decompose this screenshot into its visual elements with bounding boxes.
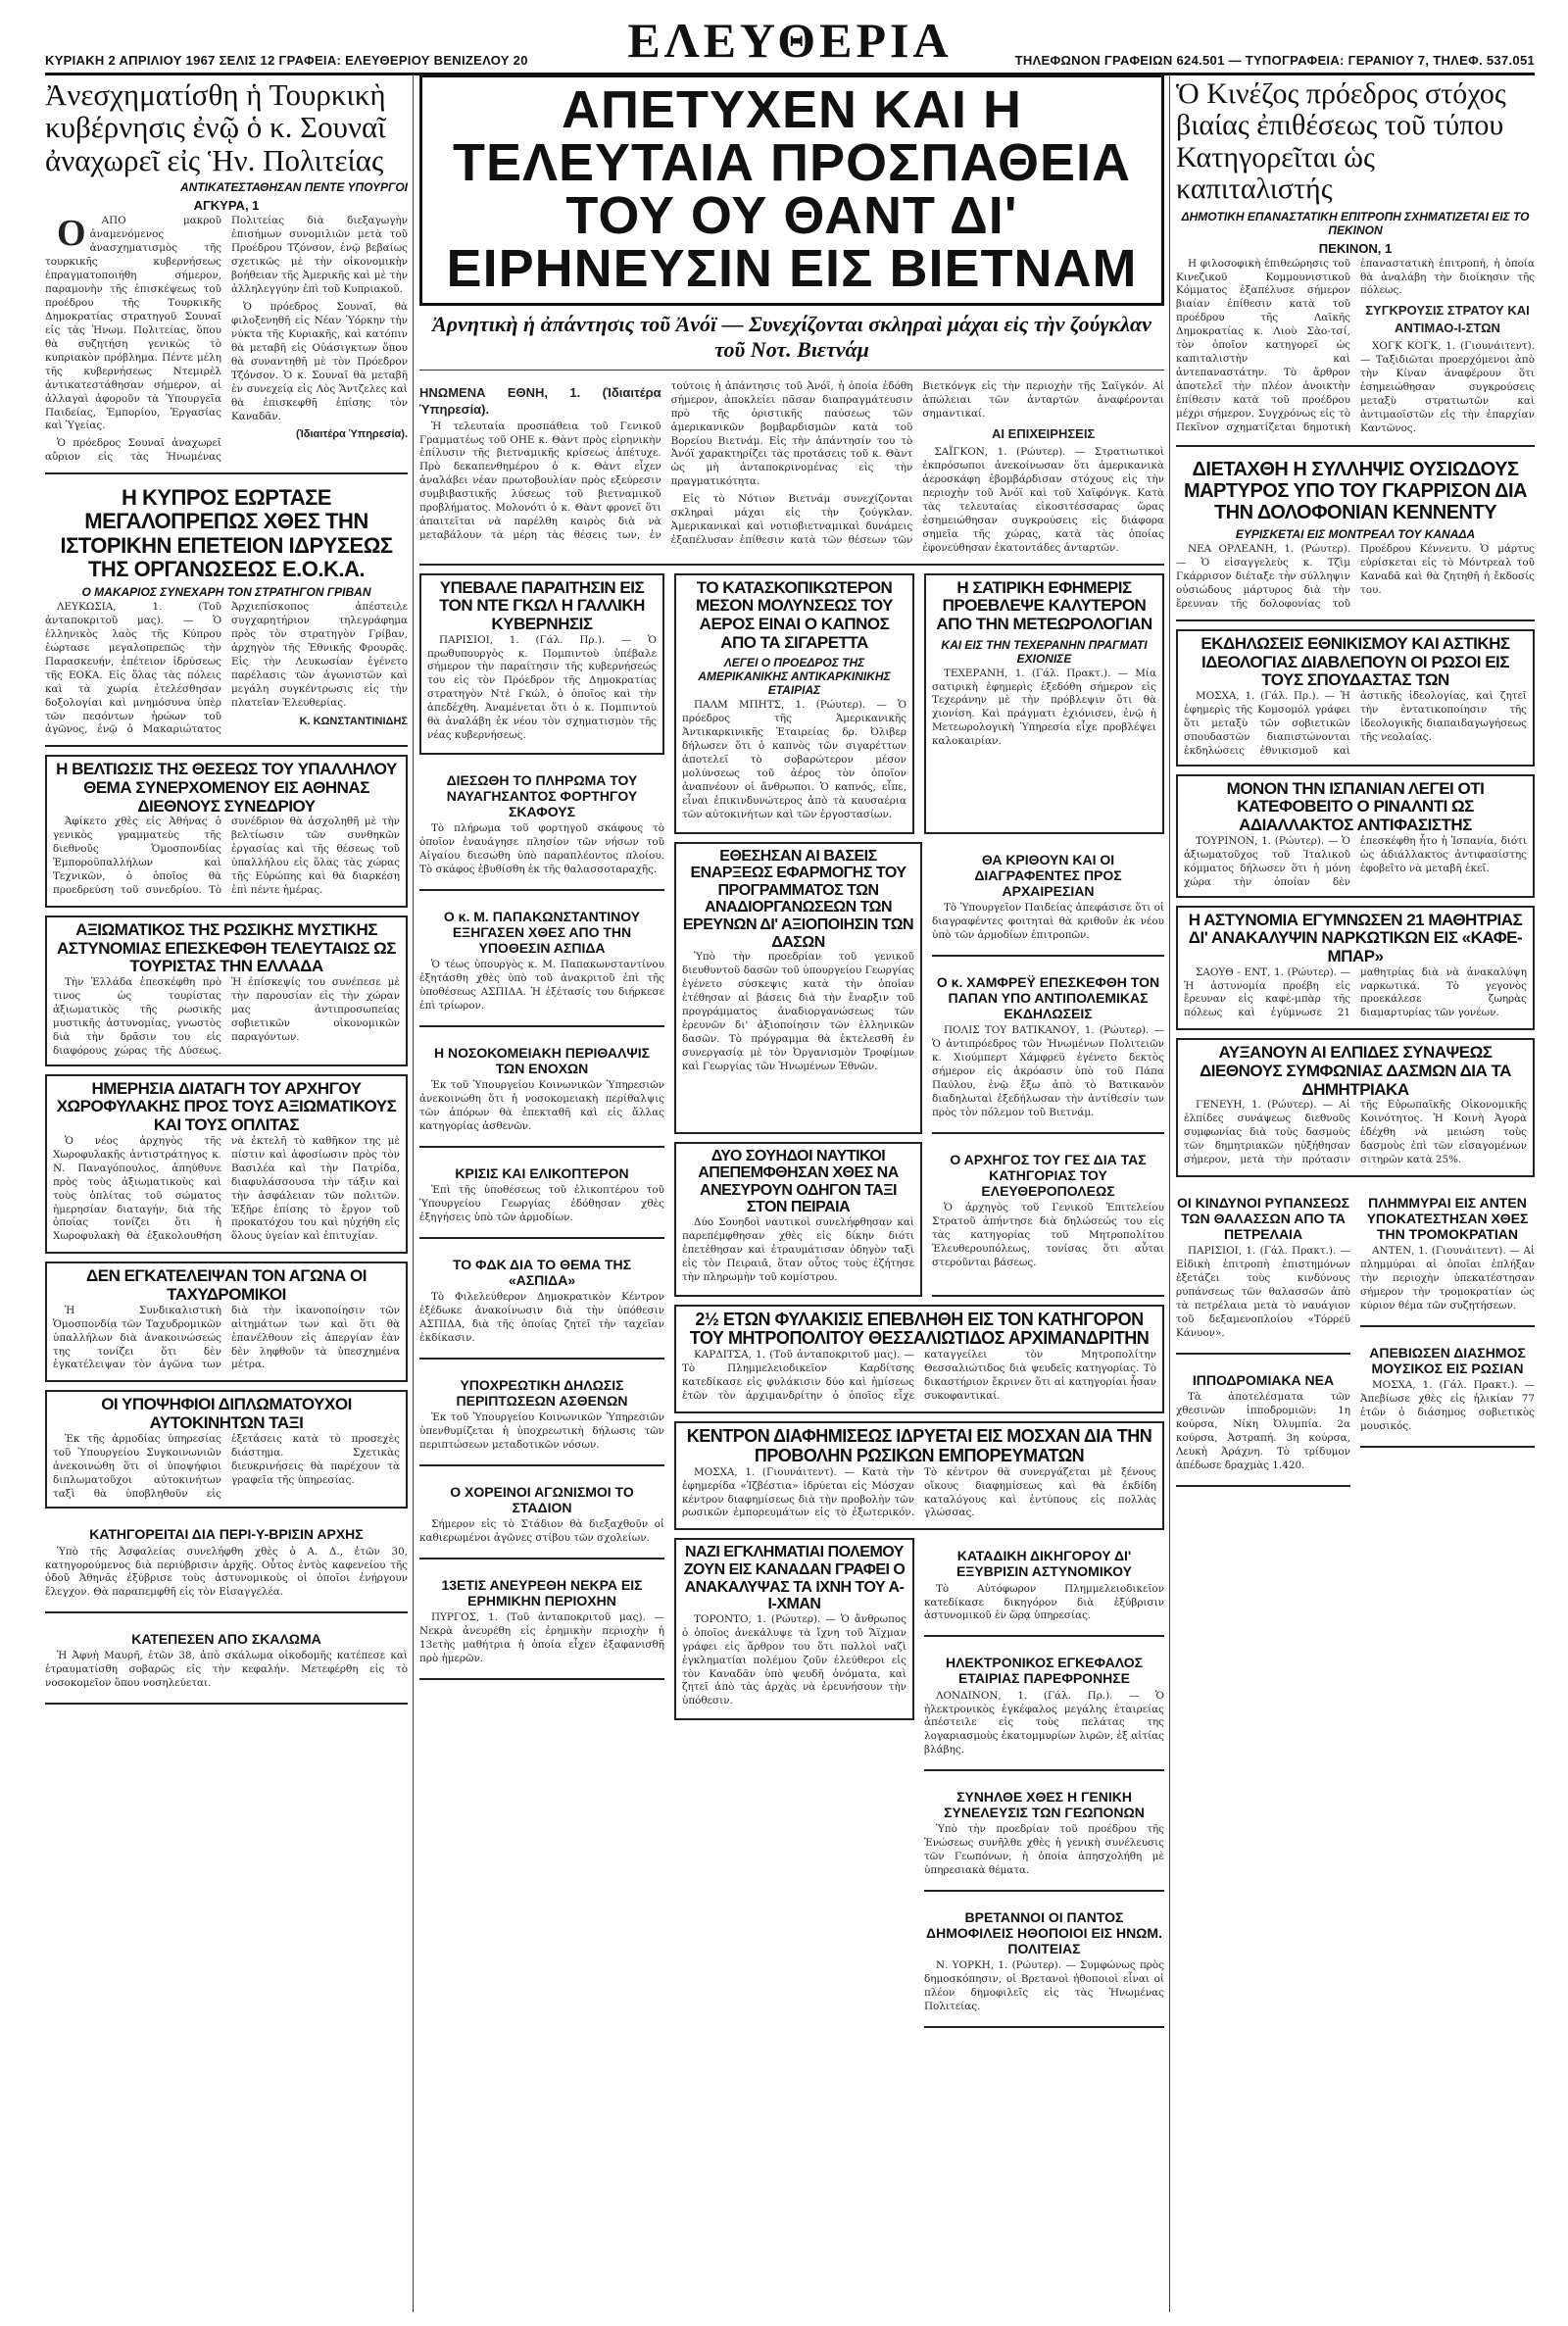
article-body xyxy=(419,822,664,877)
center-pair-4 xyxy=(674,1538,1164,2036)
paragraph: Ὑπὸ τὴν προεδρίαν τοῦ γενικοῦ διευθυντοῦ δασῶν τοῦ ὑπουργείου Γεωργίας ἐγένετο σύσκεψις κατὰ τὴν ὁποίαν ἐτέθησαν αἱ βάσεις διὰ τὴν ἔναρξιν τοῦ προγράμματος ἀναδιοργανώσεως τῶν ἐρευνῶν δι' ἀξιοποίησιν τῶν ἑλληνικῶν δασῶν. Τὸ πρόγραμμα θὰ ἐκτελεσθῆ ἐν συνεργασίᾳ μὲ τὸν Ὀργανισμὸν Τροφίμων καὶ Γεωργίας τῶν Ἡνωμένων Ἐθνῶν. xyxy=(682,951,914,1072)
headline: ΔΙΕΤΑΧΘΗ Η ΣΥΛΛΗΨΙΣ ΟΥΣΙΩΔΟΥΣ ΜΑΡΤΥΡΟΣ ΥΠΟ ΤΟΥ ΓΚΑΡΡΙΣΟΝ ΔΙΑ ΤΗΝ ΔΟΛΟΦΟΝΙΑΝ ΚΕΝΝΕΝΤΥ xyxy=(1183,459,1528,524)
right-column-bottom xyxy=(1176,1185,1535,1495)
right-bottom-left xyxy=(1176,1185,1350,1495)
article-body xyxy=(932,1202,1164,1270)
kicker: ΕΥΡΙΣΚΕΤΑΙ ΕΙΣ ΜΟΝΤΡΕΑΛ ΤΟΥ ΚΑΝΑΔΑ xyxy=(1235,527,1476,542)
article-helicopter xyxy=(419,1156,664,1239)
article-body xyxy=(682,1466,1156,1523)
article-computer xyxy=(924,1645,1164,1771)
paragraph: ΠΥΡΓΟΣ, 1. (Τοῦ ἀνταποκριτοῦ μας). — Νεκρὰ ἀνευρέθη εἰς ἐρημικὴν περιοχὴν ἡ 13ετὴς μαθήτρια ἡ ὁποία εἶχεν ἐξαφανισθῆ πρὸ ἡμερῶν. xyxy=(419,1611,664,1664)
paragraph: ΤΟΥΡΙΝΟΝ, 1. (Ρώυτερ). — Ὁ ἀξιωματοῦχος τοῦ Ἰταλικοῦ κόμματος δήλωσεν ὅτι ἡ μόνη χώρα τὴν ὁποίαν δὲν ἐπεσκέφθη ἦτο ἡ Ἱσπανία, διότι ὡς ἀδιάλλακτος ἀντιφασίστης ἐφοβεῖτο νὰ μεταβῆ ἐκεῖ. xyxy=(1184,834,1527,888)
article-body xyxy=(682,1216,914,1285)
article-army-chief xyxy=(932,1142,1164,1297)
article-body xyxy=(1176,1245,1350,1341)
paragraph: Η φιλοσοφικὴ ἐπιθεώρησις τοῦ Κινεζικοῦ Κομμουνιστικοῦ Κόμματος ἐξαπέλυσε σήμερον βιαίαν ἐπίθεσιν κατὰ τοῦ προέδρου τῆς Λαϊκῆς Δημοκρατίας κ. Λιοὺ Σὰο-τσί, τὸν ὁποῖον κατηγορεῖ ὡς καπιταλιστὴν καὶ ἀντεπαναστάτην. Τὸ ἄρθρον ἀποτελεῖ τὴν πλέον ἀνοικτὴν ἐπίθεσιν κατὰ τοῦ προέδρου μέχρι σήμερον. Συγχρόνως εἰς τὸ Πεκῖνον σχηματίζεται δημοτικὴ ἐπαναστατικὴ ἐπιτροπή, ἡ ὁποία θὰ ἀναλάβη τὴν διοίκησιν τῆς πόλεως. xyxy=(1176,257,1535,433)
article-french-government xyxy=(419,573,664,756)
article-body xyxy=(419,1411,664,1453)
paragraph: Τὸ Αὐτόφωρον Πλημμελειοδικεῖον κατεδίκασε δικηγόρον διὰ ἐξύβρισιν ἀστυνομικοῦ ἐν ὥρᾳ ὑπηρεσίας. xyxy=(924,1582,1164,1622)
headline: ΔΙΕΣΩΘΗ ΤΟ ΠΛΗΡΩΜΑ ΤΟΥ ΝΑΥΑΓΗΣΑΝΤΟΣ ΦΟΡΤΗΓΟΥ ΣΚΑΦΟΥΣ xyxy=(446,772,638,820)
article-body xyxy=(924,1583,1164,1624)
article-body xyxy=(924,1959,1164,2014)
article-hospital-care xyxy=(419,1035,664,1148)
article-turkey-government xyxy=(45,74,408,474)
headline: ΠΛΗΜΜΥΡΑΙ ΕΙΣ ΑΝΤΕΝ ΥΠΟΚΑΤΕΣΤΗΣΑΝ ΧΘΕΣ ΤΗΝ ΤΡΟΜΟΚΡΑΤΙΑΝ xyxy=(1366,1195,1529,1243)
paragraph: ΑΠΟ μακροῦ ἀναμενόμενος ἀνασχηματισμὸς τῆς τουρκικῆς κυβερνήσεως ἐπραγματοποιήθη σήμερον, παραμονὴν τῆς ἐπισκέψεως τοῦ προέδρου τῆς Τουρκικῆς Δημοκρατίας στρατηγοῦ Σουναῖ εἰς τὰς Ἡνωμ. Πολιτείας, ὅπου θὰ συζητήση γενικῶς τὸ κυπριακὸν πρόβλημα. Πέντε μέλη τῆς κυβερνήσεως Ντεμιρὲλ ἀντικατεστάθησαν σήμερον, αἱ ἀλλαγαὶ ἀφοροῦν τὰ Ὑπουργεῖα Παιδείας, Ἐμπορίου, Ἐργασίας καὶ Ὑγείας. xyxy=(45,215,221,432)
dateline: ΠΕΚΙΝΟΝ, 1 xyxy=(1318,240,1393,256)
article-body xyxy=(932,1024,1164,1120)
paragraph: ΠΑΡΙΣΙΟΙ, 1. (Γάλ. Πρακτ.). — Εἰδικὴ ἐπιτροπὴ ἐπιστημόνων ἐξετάζει τοὺς κινδύνους ρυπάνσεως τῶν θαλασσῶν ἀπὸ τὰ πετρέλαια μετὰ τὸ ναυάγιον τοῦ δεξαμενοπλοίου «Τόρρεϋ Κάνυον». xyxy=(1176,1245,1350,1339)
center-subcolumn-right xyxy=(674,573,1164,2037)
left-column xyxy=(45,74,408,2312)
article-fdk-aspida xyxy=(419,1247,664,1360)
article-papakonstantinou xyxy=(419,899,664,1027)
article-body xyxy=(419,1611,664,1666)
right-column xyxy=(1176,74,1535,2312)
headline: Η ΒΕΛΤΙΩΣΙΣ ΤΗΣ ΘΕΣΕΩΣ ΤΟΥ ΥΠΑΛΛΗΛΟΥ ΘΕΜΑ ΣΥΝΕΡΧΟΜΕΝΟΥ ΕΙΣ ΑΘΗΝΑΣ ΔΙΕΘΝΟΥΣ ΣΥΝΕΔΡΙΟΥ xyxy=(56,760,397,816)
article-body xyxy=(1184,835,1527,890)
article-body xyxy=(1360,1379,1535,1434)
headline: ΔΥΟ ΣΟΥΗΔΟΙ ΝΑΥΤΙΚΟΙ ΑΠΕΠΕΜΦΘΗΣΑΝ ΧΘΕΣ ΝΑ ΑΝΕΣΥΡΟΥΝ ΟΔΗΓΟΝ ΤΑΞΙ ΣΤΟΝ ΠΕΙΡΑΙΑ xyxy=(698,1147,899,1216)
paragraph: ΣΑΟΥΘ - ΕΝΤ, 1. (Ρώυτερ). — Ἡ ἀστυνομία προέβη εἰς ἔρευναν εἰς καφὲ-μπὰρ τῆς πόλεως καὶ ἐγύμνωσε 21 μαθητρίας διὰ νὰ ἀνακαλύψη ναρκωτικά. Τὸ γεγονὸς προεκάλεσε ζωηρὰς διαμαρτυρίας τῶν γονέων. xyxy=(1184,965,1527,1019)
center-pair-4-left xyxy=(674,1538,914,2036)
headline: ΝΑΖΙ ΕΓΚΛΗΜΑΤΙΑΙ ΠΟΛΕΜΟΥ ΖΟΥΝ ΕΙΣ ΚΑΝΑΔΑΝ ΓΡΑΦΕΙ Ο ΑΝΑΚΑΛΥΨΑΣ ΤΑ ΙΧΝΗ ΤΟΥ Α-Ι-ΧΜΑΝ xyxy=(683,1544,906,1613)
headline: ΑΞΙΩΜΑΤΙΚΟΣ ΤΗΣ ΡΩΣΙΚΗΣ ΜΥΣΤΙΚΗΣ ΑΣΤΥΝΟΜΙΑΣ ΕΠΕΣΚΕΦΘΗ ΤΕΛΕΥΤΑΙΩΣ ΩΣ ΤΟΥΡΙΣΤΑΣ ΤΗΝ ΕΛΛΑΔΑ xyxy=(57,920,396,976)
paragraph: Τὸ Ὑπουργεῖον Παιδείας ἀπεφάσισε ὅτι οἱ διαγραφέντες φοιτηταὶ θὰ κριθοῦν ἐκ νέου ὑπὸ τῶν ἁρμοδίων ἐπιτροπῶν. xyxy=(932,901,1164,941)
headline: ΤΟ ΦΔΚ ΔΙΑ ΤΟ ΘΕΜΑ ΤΗΣ «ΑΣΠΙΔΑ» xyxy=(452,1256,632,1289)
article-body xyxy=(1176,258,1535,438)
kicker: ΚΑΙ ΕΙΣ ΤΗΝ ΤΕΧΕΡΑΝΗΝ ΠΡΑΓΜΑΤΙ ΕΧΙΟΝΙΣΕ xyxy=(941,637,1148,666)
paragraph: ΓΕΝΕΥΗ, 1. (Ρώυτερ). — Αἱ ἐλπίδες συνάψεως διεθνοῦς συμφωνίας διὰ τοὺς δασμοὺς τῶν δημητριακῶν ηὐξήθησαν σήμερον, μετὰ τὴν πρότασιν τῆς Εὐρωπαϊκῆς Οἰκονομικῆς Κοινότητος. Ἡ Κοινὴ Ἀγορὰ ἐδέχθη νὰ μειώση τοὺς δασμοὺς ἐπὶ τῶν εἰσαγομένων σιτηρῶν κατὰ 25%. xyxy=(1184,1099,1527,1166)
headline: Ο κ. ΧΑΜΦΡΕΫ ΕΠΕΣΚΕΦΘΗ ΤΟΝ ΠΑΠΑΝ ΥΠΟ ΑΝΤΙΠΟΛΕΜΙΚΑΣ ΕΚΔΗΛΩΣΕΙΣ xyxy=(936,973,1160,1021)
kicker: ΔΗΜΟΤΙΚΗ ΕΠΑΝΑΣΤΑΤΙΚΗ ΕΠΙΤΡΟΠΗ ΣΧΗΜΑΤΙΖΕΤΑΙ ΕΙΣ ΤΟ ΠΕΚΙΝΟΝ xyxy=(1181,209,1530,237)
paragraph: ΠΑΛΜ ΜΠΗΤΣ, 1. (Ρώυτερ). — Ὁ πρόεδρος τῆς Ἀμερικανικῆς Ἀντικαρκινικῆς Ἑταιρείας δρ. Ὀλιβερ δήλωσεν ὅτι ὁ καπνὸς τῶν σιγαρέττων ἀποτελεῖ τὸ σοβαρώτερον μέσον μολύνσεως τοῦ ἀέρος τὸν ὁποῖον ἀναπνέουν οἱ ἄνθρωποι. Ὁ καπνός, εἶπε, εἶναι ἐπικινδυνώτερος ἀπὸ τὰ καυσαέρια τῶν αὐτοκινήτων καὶ τῶν ἐργοστασίων. xyxy=(682,699,906,820)
paragraph: Τὸ πλήρωμα τοῦ φορτηγοῦ σκάφους τὸ ὁποῖον ἐναυάγησε πλησίον τῶν νήσων τοῦ Αἰγαίου διεσώθη ὑπὸ παραπλέοντος πλοίου. Τὸ σκάφος ἐβυθίσθη ἐκ τῆς θαλασσοταραχῆς. xyxy=(419,822,664,876)
article-chinese-president xyxy=(1176,74,1535,447)
masthead-date-line: ΚΥΡΙΑΚΗ 2 ΑΠΡΙΛΙΟΥ 1967 ΣΕΛΙΣ 12 ΓΡΑΦΕΙΑ: ΕΛΕΥΘΕΡΙΟΥ ΒΕΝΙΖΕΛΟΥ 20 xyxy=(45,53,528,68)
paragraph: ΑΝΤΕΝ, 1. (Γιουνάιτεντ). — Αἱ πλημμύραι αἱ ὁποῖαι ἐπλήξαν τὴν περιοχὴν ὑπεκατέστησαν σήμερον τὴν τρομοκρατίαν ὡς κύριον θέμα τῶν συζητήσεων. xyxy=(1360,1245,1535,1312)
paragraph: Σήμερον εἰς τὸ Στάδιον θὰ διεξαχθοῦν οἱ καθιερωμένοι ἀγῶνες στίβου τῶν σχολείων. xyxy=(419,1518,664,1545)
subheading: ΑΙ ΕΠΙΧΕΙΡΗΣΕΙΣ xyxy=(992,425,1096,441)
article-body xyxy=(53,976,400,1059)
article-body xyxy=(682,1613,906,1709)
article-cigarette-smoke xyxy=(674,573,914,834)
article-nazi-canada xyxy=(674,1538,914,1720)
article-archimandrite xyxy=(674,1305,1164,1413)
article-body xyxy=(682,699,906,821)
paragraph: ΣΑΪΓΚΟΝ, 1. (Ρώυτερ). — Στρατιωτικοὶ ἐκπρόσωποι ἀνεκοίνωσαν ὅτι ἀμερικανικὰ ἀεροσκάφη ἐβομβάρδισαν στόχους εἰς τὴν περιοχὴν τοῦ Ἀνόϊ καὶ τοῦ Χαϊφόνγκ. Κατὰ τὰς τελευταίας εἰκοσιτέσσαρας ὥρας ἐσημειώθησαν συγκρούσεις εἰς διάφορα σημεῖα τῆς χώρας, κατὰ τὰς ὁποίας ἐφονεύθησαν ἑκατοντάδες ἀνταρτῶν. xyxy=(922,446,1164,554)
paragraph: ΜΟΣΧΑ, 1. (Γάλ. Πρ.). — Ἡ ἐφημερὶς τῆς Κομσομόλ γράφει ὅτι μεταξὺ τῶν σοβιετικῶν σπουδαστῶν διαπιστώνονται ἐκδηλώσεις ἐθνικισμοῦ καὶ ἀστικῆς ἰδεολογίας, καὶ ζητεῖ τὴν ἐντατικοποίησιν τῆς ἰδεολογικῆς διαπαιδαγωγήσεως τῆς νεολαίας. xyxy=(1184,690,1527,757)
headline: Ἀνεσχηματίσθη ἡ Τουρκικὴ κυβέρνησις ἐνῷ ὁ κ. Σουναῖ ἀναχωρεῖ εἰς Ἡν. Πολιτείας xyxy=(45,77,386,177)
article-body xyxy=(682,951,914,1073)
paragraph: Ὑπὸ τῆς Ἀσφαλείας συνελήφθη χθὲς ὁ Α. Δ., ἐτῶν 30, κατηγορούμενος διὰ περιύβρισιν ἀρχῆς. Οὗτος ἐντὸς καφενείου τῆς ὁδοῦ Ἀθηνᾶς ἐξύβρισε τοὺς ἀστυνομικοὺς οἱ ὁποῖοι ἐνήργουν ἔλεγχον. Θὰ παραπεμφθῆ εἰς τὸν Εἰσαγγελέα. xyxy=(45,1545,408,1599)
headline: Ο ΑΡΧΗΓΟΣ ΤΟΥ ΓΕΣ ΔΙΑ ΤΑΣ ΚΑΤΗΓΟΡΙΑΣ ΤΟΥ ΕΛΕΥΘΕΡΟΠΟΛΕΩΣ xyxy=(950,1151,1147,1199)
headline: ΥΠΕΒΑΛΕ ΠΑΡΑΙΤΗΣΙΝ ΕΙΣ ΤΟΝ ΝΤΕ ΓΚΩΛ Η ΓΑΛΛΙΚΗ ΚΥΒΕΡΝΗΣΙΣ xyxy=(439,577,645,633)
headline: ΟΙ ΥΠΟΨΗΦΙΟΙ ΔΙΠΛΩΜΑΤΟΥΧΟΙ ΑΥΤΟΚΙΝΗΤΩΝ ΤΑΞΙ xyxy=(101,1395,352,1433)
paragraph: Ἐπὶ τῆς ὑποθέσεως τοῦ ἐλικοπτέρου τοῦ Ὑπουργείου Γεωργίας ἐδόθησαν χθὲς ἐξηγήσεις ὑπὸ τῶν ἁρμοδίων. xyxy=(419,1184,664,1224)
article-girl-found xyxy=(419,1567,664,1680)
paragraph: Εἰς τὸ Νότιον Βιετνάμ συνεχίζονται σκληραὶ μάχαι εἰς τὴν ζούγκλαν. Ἀμερικανικαὶ καὶ νοτιοβιετναμικαὶ δυνάμεις ἐξαπέλυσαν ἐπίθεσιν κατὰ τῶν θέσεων τῶν Βιετκόνγκ εἰς τὴν περιοχὴν τῆς Σαϊγκόν. Αἱ ἀπώλειαι τῶν ἀνταρτῶν ἀναφέρονται σημαντικαί. xyxy=(670,379,1164,547)
paragraph: Ἡ τελευταία προσπάθεια τοῦ Γενικοῦ Γραμματέως τοῦ ΟΗΕ κ. Θὰντ πρὸς εἰρηνικὴν ἐπίλυσιν τῆς βιετναμικῆς κρίσεως ἀπέτυχε. Πρὸ δεκαπενθημέρου ὁ κ. Θὰντ εἶχεν ἀναλάβει νέαν πρωτοβουλίαν πρὸς εξεύρεσιν συμβιβαστικῆς λύσεως τοῦ βιετναμικοῦ προβλήματος. Μολονότι ὁ κ. Θὰντ φρονεῖ ὅτι ἀπαιτεῖται νὰ παρέλθη καιρὸς διὰ νὰ μεταβάλουν τὰ μέρη τὰς θέσεις των, ἐν τούτοις ἡ ἀπάντησις τοῦ Ἀνόϊ, ἡ ὁποία ἐδόθη σήμερον, ἀποκλείει πᾶσαν διαπραγμάτευσιν πρὸ τῆς ὁριστικῆς παύσεως τῶν ἀμερικανικῶν βομβαρδισμῶν κατὰ τοῦ Βορείου Βιετνάμ. Εἰς τὴν ἀπάντησίν του τὸ Ἀνόϊ χαρακτηρίζει τὰς προτάσεις τοῦ κ. Θὰντ ὡς μὴ ἀνταποκρινομένας εἰς τὴν πραγματικότητα. xyxy=(419,379,913,542)
dateline: ΑΓΚΥΡΑ, 1 xyxy=(193,198,260,214)
lead-headline-box xyxy=(419,74,1164,306)
article-body xyxy=(1184,1099,1527,1169)
article-soviet-students xyxy=(1176,629,1535,767)
paragraph: Ἐκ τοῦ Ὑπουργείου Κοινωνικῶν Ὑπηρεσιῶν ὑπενθυμίζεται ἡ ὑποχρεωτικὴ δήλωσις τῶν περιπτώσεων μεταδοτικῶν νόσων. xyxy=(419,1411,664,1451)
article-body xyxy=(932,902,1164,943)
article-satirical-paper xyxy=(924,573,1164,834)
paragraph: Ἐκ τῆς ἁρμοδίας ὑπηρεσίας τοῦ Ὑπουργείου Συγκοινωνιῶν ἀνεκοινώθη ὅτι οἱ ὑποψήφιοι διπλωματοῦχοι αὐτοκινήτων ταξὶ θὰ ὑποβληθοῦν εἰς ἐξετάσεις κατὰ τὸ προσεχὲς διάστημα. Σχετικὰς διευκρινήσεις θὰ παρέχουν τὰ γραφεῖα τῆς ὑπηρεσίας. xyxy=(53,1432,400,1500)
headline: Η ΑΣΤΥΝΟΜΙΑ ΕΓΥΜΝΩΣΕΝ 21 ΜΑΘΗΤΡΙΑΣ ΔΙ' ΑΝΑΚΑΛΥΨΙΝ ΝΑΡΚΩΤΙΚΩΝ ΕΙΣ «ΚΑΦΕ-ΜΠΑΡ» xyxy=(1188,910,1523,965)
paragraph: ΝΕΑ ΟΡΛΕΑΝΗ, 1. (Ρώυτερ). — Ὁ εἰσαγγελεὺς κ. Τζὶμ Γκάρρισον διέταξε τὴν σύλληψιν οὐσιώδους μάρτυρος διὰ τὴν ἔρευναν τῆς δολοφονίας τοῦ Προέδρου Κέννεντυ. Ὁ μάρτυς εὑρίσκεται εἰς τὸ Μόντρεαλ τοῦ Καναδᾶ καὶ θὰ ζητηθῆ ἡ ἔκδοσίς του. xyxy=(1176,543,1535,610)
center-grid-upper xyxy=(419,573,1164,2037)
article-grain-tariffs xyxy=(1176,1038,1535,1177)
headline: ΗΜΕΡΗΣΙΑ ΔΙΑΤΑΓΗ ΤΟΥ ΑΡΧΗΓΟΥ ΧΩΡΟΦΥΛΑΚΗΣ ΠΡΟΣ ΤΟΥΣ ΑΞΙΩΜΑΤΙΚΟΥΣ ΚΑΙ ΤΟΥΣ ΟΠΛΙΤΑΣ xyxy=(56,1078,397,1135)
paragraph: Ὁ πρόεδρος Σουναῖ, θὰ φιλοξενηθῆ εἰς Νέαν Ὑόρκην τὴν νύκτα τῆς Κυριακῆς, καὶ κατόπιν θὰ μεταβῆ εἰς Οὐάσιγκτων ὅπου θὰ συναντηθῆ μὲ τὸν Πρόεδρον Τζόνσον. Ὁ κ. Σουναῖ θὰ μεταβῆ ἐν συνεχείᾳ εἰς Λὸς Ἄντζελες καὶ θὰ ἐπισκεφθῆ ἐπίσης τὸν Καναδᾶν. xyxy=(231,301,408,422)
paragraph: ΤΟΡΟΝΤΟ, 1. (Ρώυτερ). — Ὁ ἄνθρωπος ὁ ὁποῖος ἀνεκάλυψε τὰ ἴχνη τοῦ Ἄϊχμαν γράφει εἰς ἄρθρον του ὅτι πολλοὶ ναζὶ ἐγκληματίαι πολέμου ζοῦν ἐλεύθεροι εἰς τὸν Καναδᾶν ὑπὸ ψευδῆ ὀνόματα, καὶ ζητεῖ ἀπὸ τὰς ἀρχὰς νὰ ἐρευνήσουν τὴν ὑπόθεσιν. xyxy=(682,1612,906,1707)
article-insult-charge xyxy=(45,1516,408,1613)
article-body xyxy=(924,1690,1164,1758)
article-body xyxy=(419,380,1164,556)
article-body xyxy=(419,1291,664,1346)
paragraph: ΚΑΡΔΙΤΣΑ, 1. (Τοῦ ἀνταποκριτοῦ μας). — Τὸ Πλημμελειοδικεῖον Καρδίτσης κατεδίκασε εἰς φυλάκισιν δύο καὶ ἡμίσεως ἐτῶν τὸν ἀρχιμανδρίτην ὁ ὁποῖος εἶχε καταγγείλει τὸν Μητροπολίτην Θεσσαλιώτιδος διὰ ψευδεῖς κατηγορίας. Τὸ δικαστήριον ἔκρινεν ὅτι αἱ κατηγορίαι ἦσαν συκοφαντικαί. xyxy=(682,1349,1156,1403)
article-body xyxy=(419,1184,664,1225)
paragraph: Ὁ τέως ὑπουργὸς κ. Μ. Παπακωνσταντίνου ἐξητάσθη χθὲς ὑπὸ τοῦ ἀνακριτοῦ ἐπὶ τῆς ὑποθέσεως ΑΣΠΙΔΑ. Ἡ ἐξέτασίς του διήρκεσε ἐπὶ τρίωρον. xyxy=(419,959,664,1013)
article-lawyer-conviction xyxy=(924,1538,1164,1637)
article-body xyxy=(45,1650,408,1691)
dateline: ΗΝΩΜΕΝΑ ΕΘΝΗ, 1. (Ἰδιαιτέρα Ὑπηρεσία). xyxy=(419,384,662,418)
headline: Ο κ. Μ. ΠΑΠΑΚΩΝΣΤΑΝΤΙΝΟΥ ΕΞΗΓΑΣΕΝ ΧΘΕΣ ΑΠΟ ΤΗΝ ΥΠΟΘΕΣΙΝ ΑΣΠΙΔΑ xyxy=(443,909,641,957)
article-narcotics xyxy=(1176,906,1535,1031)
headline: ΑΠΕΒΙΩΣΕΝ ΔΙΑΣΗΜΟΣ ΜΟΥΣΙΚΟΣ ΕΙΣ ΡΩΣΙΑΝ xyxy=(1369,1345,1526,1377)
article-body xyxy=(419,1518,664,1546)
article-swedish-sailors xyxy=(674,1142,922,1297)
kicker: Ο ΜΑΚΑΡΙΟΣ ΣΥΝΕΧΑΡΗ ΤΟΝ ΣΤΡΑΤΗΓΟΝ ΓΡΙΒΑΝ xyxy=(81,585,371,600)
center-subcolumn-left xyxy=(419,573,664,2037)
paragraph: ΧΟΓΚ ΚΟΓΚ, 1. (Γιουνάιτεντ). — Ταξιδιῶται προερχόμενοι ἀπὸ τὴν Κίναν ἀναφέρουν ὅτι ἐσημειώθησαν συγκρούσεις μεταξὺ στρατιωτῶν καὶ ἀντιμαοϊστῶν εἰς τὴν ἐπαρχίαν Καντῶνος. xyxy=(1360,340,1535,434)
paragraph: Ὁ ἀρχηγὸς τοῦ Γενικοῦ Ἐπιτελείου Στρατοῦ ἀπήντησε διὰ δηλώσεώς του εἰς τὰς κατηγορίας τοῦ Μητροπολίτου Ἐλευθερουπόλεως, τονίσας ὅτι αὗται στεροῦνται βάσεως. xyxy=(932,1201,1164,1268)
divider xyxy=(419,370,1164,371)
article-body xyxy=(45,1546,408,1601)
paragraph: ΛΕΥΚΩΣΙΑ, 1. (Τοῦ ἀνταποκριτοῦ μας). — Ὁ ἑλληνικὸς λαὸς τῆς Κύπρου ἑώρτασε μεγαλοπρεπῶς τὴν Παρασκευήν, ἐπέτειον ἱδρύσεως τῆς ΕΟΚΑ. Εἰς ὅλας τὰς πόλεις καὶ τὰ χωρία ἐτελέσθησαν δοξολογίαι καὶ μνημόσυνα ὑπὲρ τῶν πεσόντων ἡρώων τοῦ ἀγῶνος, ἐνῷ ὁ Μακαριώτατος Ἀρχιεπίσκοπος ἀπέστειλε συγχαρητήριον τηλεγράφημα πρὸς τὸν στρατηγὸν Γρίβαν, ἀρχηγὸν τῆς Ἐθνικῆς Φρουρᾶς. Εἰς τὴν Λευκωσίαν ἐγένετο παρέλασις τῶν ἀγωνιστῶν καὶ μεγάλη συγκέντρωσις εἰς τὴν πλατεῖαν Ἐλευθερίας. xyxy=(45,601,408,736)
article-body xyxy=(1184,966,1527,1023)
column-rule xyxy=(1169,74,1170,2312)
right-bottom-right xyxy=(1360,1185,1535,1495)
article-vietnam-lead xyxy=(419,376,1164,566)
paragraph: ΜΟΣΧΑ, 1. (Γιουνάιτεντ). — Κατὰ τὴν ἐφημερίδα «Ἰζβέστια» ἱδρύεται εἰς Μόσχαν κέντρον διαφημίσεως διὰ τὴν προβολὴν τῶν ρωσικῶν ἐμπορευμάτων εἰς τὸ ἐξωτερικόν. Τὸ κέντρον θὰ συνεργάζεται μὲ ξένους οἴκους διαφημίσεως καὶ θὰ ἐκδίδη καταλόγους καὶ ἐντύπους εἰς πολλὰς γλώσσας. xyxy=(682,1465,1156,1519)
article-gendarmerie-order xyxy=(45,1074,408,1255)
headline: ΔΕΝ ΕΓΚΑΤΕΛΕΙΨΑΝ ΤΟΝ ΑΓΩΝΑ ΟΙ ΤΑΧΥΔΡΟΜΙΚΟΙ xyxy=(86,1266,367,1305)
article-oil-pollution xyxy=(1176,1185,1350,1355)
article-taxi-licenses xyxy=(45,1390,408,1509)
headline: ΒΡΕΤΑΝΝΟΙ ΟΙ ΠΑΝΤΟΣ ΔΗΜΟΦΙΛΕΙΣ ΗΘΟΠΟΙΟΙ ΕΙΣ ΗΝΩΜ. ΠΟΛΙΤΕΙΑΣ xyxy=(926,1909,1162,1957)
paragraph: Ἡ Ἀφνὴ Μαυρῆ, ἐτῶν 38, ἀπὸ σκάλωμα οἰκοδομῆς κατέπεσε καὶ ἐτραυματίσθη σοβαρῶς εἰς τὴν κεφαλήν. Μετεφέρθη εἰς τὸ νοσοκομεῖον ὅπου νοσηλεύεται. xyxy=(45,1650,408,1690)
center-pair-3 xyxy=(674,1142,1164,1305)
paragraph: Δύο Σουηδοὶ ναυτικοὶ συνελήφθησαν καὶ παρεπέμφθησαν χθὲς εἰς δίκην διότι ἐπετέθησαν καὶ ἐτραυμάτισαν ὁδηγὸν ταξὶ εἰς τὸν Πειραιᾶ, ὅταν οὗτος τοὺς ἐζήτησε τὴν πληρωμὴν τοῦ κομίστρου. xyxy=(682,1216,914,1283)
headline: 13ΕΤΙΣ ΑΝΕΥΡΕΘΗ ΝΕΚΡΑ ΕΙΣ ΕΡΗΜΙΚΗΝ ΠΕΡΙΟΧΗΝ xyxy=(441,1576,643,1609)
center-pair-4-right xyxy=(924,1538,1164,2036)
lead-subheadline: Ἀρνητικὴ ἡ ἀπάντησις τοῦ Ἀνόϊ — Συνεχίζονται σκληραὶ μάχαι εἰς τὴν ζούγκλαν τοῦ Νοτ. Βιετνάμ xyxy=(432,312,1152,363)
headline: Η ΚΥΠΡΟΣ ΕΩΡΤΑΣΕ ΜΕΓΑΛΟΠΡΕΠΩΣ ΧΘΕΣ ΤΗΝ ΙΣΤΟΡΙΚΗΝ ΕΠΕΤΕΙΟΝ ΙΔΡΥΣΕΩΣ ΤΗΣ ΟΡΓΑΝΩΣΕΩΣ Ε.Ο.Κ.Α. xyxy=(60,485,393,581)
newspaper-title: ΕΛΕΥΘΕΡΙΑ xyxy=(627,13,953,68)
paragraph: Ἐκ τοῦ Ὑπουργείου Κοινωνικῶν Ὑπηρεσιῶν ἀνεκοινώθη ὅτι ἡ νοσοκομειακὴ περίθαλψις τῶν ἀπόρων θὰ ἐπεκταθῆ καὶ εἰς ἄλλας κατηγορίας ἀσθενῶν. xyxy=(419,1079,664,1133)
headline: ΙΠΠΟΔΡΟΜΙΑΚΑ ΝΕΑ xyxy=(1192,1371,1335,1388)
center-pair-2 xyxy=(674,842,1164,1142)
masthead xyxy=(45,12,1535,75)
headline: ΘΑ ΚΡΙΘΟΥΝ ΚΑΙ ΟΙ ΔΙΑΓΡΑΦΕΝΤΕΣ ΠΡΟΣ ΑΡΧΑΙΡΕΣΙΑΝ xyxy=(974,851,1122,899)
paragraph: Ν. ΥΟΡΚΗ, 1. (Ρώυτερ). — Συμφώνως πρὸς δημοσκόπησιν, οἱ Βρετανοὶ ἠθοποιοὶ εἶναι οἱ πλέον δημοφιλεῖς εἰς τὰς Ἡνωμένας Πολιτείας. xyxy=(924,1959,1164,2013)
headline: ΚΕΝΤΡΟΝ ΔΙΑΦΗΜΙΣΕΩΣ ΙΔΡΥΕΤΑΙ ΕΙΣ ΜΟΣΧΑΝ ΔΙΑ ΤΗΝ ΠΡΟΒΟΛΗΝ ΡΩΣΙΚΩΝ ΕΜΠΟΡΕΥΜΑΤΩΝ xyxy=(686,1426,1152,1465)
article-body xyxy=(53,1135,400,1247)
paragraph: Τὸ Φιλελεύθερον Δημοκρατικὸν Κέντρον ἐξέδωκε ἀνακοίνωσιν διὰ τὴν ὑπόθεσιν ΑΣΠΙΔΑ, διὰ τῆς ὁποίας ζητεῖ τὴν ταχεῖαν ἐκδίκασιν. xyxy=(419,1291,664,1344)
headline: ΚΑΤΕΠΕΣΕΝ ΑΠΟ ΣΚΑΛΩΜΑ xyxy=(131,1631,321,1648)
paragraph: Τὰ ἀποτελέσματα τῶν χθεσινῶν ἱπποδρομιῶν: 1η κούρσα, Νίκη Ὀλυμπία. 2α κούρσα, Ἀστραπή. 3η κούρσα, Λευκὴ Ἀράχνη. Τὸ τρίδυμον ἀπέδωσε δραχμὰς 1.420. xyxy=(1176,1391,1350,1471)
kicker: ΛΕΓΕΙ Ο ΠΡΟΕΔΡΟΣ ΤΗΣ ΑΜΕΡΙΚΑΝΙΚΗΣ ΑΝΤΙΚΑΡΚΙΝΙΚΗΣ ΕΤΑΙΡΙΑΣ xyxy=(698,656,891,698)
article-shipwreck xyxy=(419,763,664,891)
paragraph: Ὁ πρόεδρος Σουναῖ ἀναχωρεῖ αὔριον εἰς τὰς Ἡνωμένας Πολιτείας διὰ διεξαγωγὴν ἐπισήμων συνομιλιῶν μετὰ τοῦ Προέδρου Τζόνσον, ἐνῷ βεβαίως σχετικῶς μὲ τὴν οἰκονομικὴν βοήθειαν τῆς Ἀμερικῆς καὶ μὲ τὴν ἀλληλεγγύην ἐπὶ τοῦ Κυπριακοῦ. xyxy=(45,215,408,464)
paragraph: ΠΑΡΙΣΙΟΙ, 1. (Γάλ. Πρ.). — Ὁ πρωθυπουργὸς κ. Πομπιντοὺ ὑπέβαλε σήμερον τὴν παραίτησιν τῆς κυβερνήσεώς του εἰς τὸν Πρόεδρον τῆς Δημοκρατίας στρατηγὸν Ντὲ Γκώλ, ὁ ὁποῖος καὶ τὴν ἀπεδέχθη. Ἀναμένεται ὅτι ὁ κ. Πομπιντοὺ θὰ ἀναλάβη ἐκ νέου τὸν σχηματισμὸν τῆς νέας κυβερνήσεως. xyxy=(427,633,657,742)
article-body xyxy=(924,1823,1164,1878)
article-body xyxy=(1176,543,1535,612)
article-horse-racing xyxy=(1176,1362,1350,1487)
article-body xyxy=(45,601,408,737)
subheading: ΣΥΓΚΡΟΥΣΙΣ ΣΤΡΑΤΟΥ ΚΑΙ ΑΝΤΙΜΑΟ-Ι-ΣΤΩΝ xyxy=(1365,303,1530,335)
article-body xyxy=(419,1079,664,1134)
article-body xyxy=(682,1349,1156,1406)
center-column xyxy=(419,74,1164,2312)
paragraph: Ὁ νέος ἀρχηγὸς τῆς Χωροφυλακῆς ἀντιστράτηγος κ. Ν. Παναγόπουλος, ἀπηύθυνε πρὸς τοὺς ἀξιωματικοὺς καὶ τοὺς ὁπλίτας τοῦ σώματος ἡμερησίαν διαταγήν, διὰ τῆς ὁποίας τονίζει ὅτι ἡ Χωροφυλακὴ θὰ ἐξακολουθήση νὰ ἐκτελῆ τὸ καθῆκον της μὲ πίστιν καὶ ἀφοσίωσιν πρὸς τὸν Βασιλέα καὶ τὴν Πατρίδα, διαφυλάσσουσα τὴν τάξιν καὶ τὴν ἀσφάλειαν τῶν πολιτῶν. Ἐξῆρε ἐπίσης τὸ ἔργον τοῦ προκατόχου του καὶ ηὐχήθη εἰς ὅλους ὑγείαν καὶ ἐπιτυχίαν. xyxy=(53,1134,400,1243)
center-pair-1 xyxy=(674,573,1164,842)
headline: ΚΑΤΗΓΟΡΕΙΤΑΙ ΔΙΑ ΠΕΡΙ-Υ-ΒΡΙΣΙΝ ΑΡΧΗΣ xyxy=(89,1526,364,1543)
headline: Ὁ Κινέζος πρόεδρος στόχος βιαίας ἐπιθέσεως τοῦ τύπου Κατηγορεῖται ὡς καπιταλιστής xyxy=(1176,77,1506,206)
headline: ΤΟ ΚΑΤΑΣΚΟΠΙΚΩΤΕΡΟΝ ΜΕΣΟΝ ΜΟΛΥΝΣΕΩΣ ΤΟΥ ΑΕΡΟΣ ΕΙΝΑΙ Ο ΚΑΠΝΟΣ ΑΠΟ ΤΑ ΣΙΓΑΡΕΤΤΑ xyxy=(695,577,894,652)
article-body xyxy=(1360,1245,1535,1313)
article-agronomists xyxy=(924,1779,1164,1892)
headline: ΕΚΔΗΛΩΣΕΙΣ ΕΘΝΙΚΙΣΜΟΥ ΚΑΙ ΑΣΤΙΚΗΣ ΙΔΕΟΛΟΓΙΑΣ ΔΙΑΒΛΕΠΟΥΝ ΟΙ ΡΩΣΟΙ ΕΙΣ ΤΟΥΣ ΣΠΟΥΔΑΣΤΑΣ ΤΩΝ xyxy=(1200,633,1510,690)
headline: ΗΛΕΚΤΡΟΝΙΚΟΣ ΕΓΚΕΦΑΛΟΣ ΕΤΑΙΡΙΑΣ ΠΑΡΕΦΡΟΝΗΣΕ xyxy=(945,1655,1143,1687)
article-body xyxy=(1176,1391,1350,1473)
headline: ΟΙ ΚΙΝΔΥΝΟΙ ΡΥΠΑΝΣΕΩΣ ΤΩΝ ΘΑΛΑΣΣΩΝ ΑΠΟ ΤΑ ΠΕΤΡΕΛΑΙΑ xyxy=(1176,1195,1350,1243)
center-pair-2-right xyxy=(932,842,1164,1142)
article-stadium xyxy=(419,1474,664,1559)
article-aden-floods xyxy=(1360,1185,1535,1327)
article-body xyxy=(53,1305,400,1375)
article-body xyxy=(427,634,657,744)
article-musician-death xyxy=(1360,1335,1535,1448)
article-british-actors xyxy=(924,1900,1164,2028)
article-employee-congress xyxy=(45,755,408,908)
headline: ΚΡΙΣΙΣ ΚΑΙ ΕΛΙΚΟΠΤΕΡΟΝ xyxy=(455,1165,629,1182)
paragraph: ΠΟΛΙΣ ΤΟΥ ΒΑΤΙΚΑΝΟΥ, 1. (Ρώυτερ). — Ὁ ἀντιπρόεδρος τῶν Ἡνωμένων Πολιτειῶν κ. Χιούμπερτ Χάμφρεϋ ἐγένετο δεκτὸς σήμερον εἰς ἀκρόασιν ὑπὸ τοῦ Πάπα Παύλου, ἐνῷ ἔξω ἀπὸ τὸ Βατικανὸν διαδηλωταὶ ἐξεδήλωσαν τὴν ἀντίθεσίν των πρὸς τὸν πόλεμον τοῦ Βιετνάμ. xyxy=(932,1024,1164,1118)
column-rule xyxy=(413,74,414,2312)
headline: Η ΣΑΤΙΡΙΚΗ ΕΦΗΜΕΡΙΣ ΠΡΟΕΒΛΕΨΕ ΚΑΛΥΤΕΡΟΝ ΑΠΟ ΤΗΝ ΜΕΤΕΩΡΟΛΟΓΙΑΝ xyxy=(936,577,1152,633)
headline: ΕΘΕΣΗΣΑΝ ΑΙ ΒΑΣΕΙΣ ΕΝΑΡΞΕΩΣ ΕΦΑΡΜΟΓΗΣ ΤΟΥ ΠΡΟΓΡΑΜΜΑΤΟΣ ΤΩΝ ΑΝΑΔΙΟΡΓΑΝΩΣΕΩΝ ΤΩΝ ΕΡΕΥΝΩΝ ΔΙ' ΑΞΙΟΠΟΙΗΣΙΝ ΤΩΝ ΔΑΣΩΝ xyxy=(682,847,914,951)
kicker: ΑΝΤΙΚΑΤΕΣΤΑΘΗΣΑΝ ΠΕΝΤΕ ΥΠΟΥΡΓΟΙ xyxy=(179,180,408,195)
paragraph: Ἀφίκετο χθὲς εἰς Ἀθήνας ὁ γενικὸς γραμματεὺς τῆς διεθνοῦς Ὁμοσπονδίας Ἐμποροϋπαλλήλων καὶ Τεχνικῶν, ὁ ὁποῖος θὰ προεδρεύση τοῦ συνεδρίου. Τὸ συνέδριον θὰ ἀσχοληθῆ μὲ τὴν βελτίωσιν τῶν συνθηκῶν ἐργασίας καὶ τῆς θέσεως τοῦ ὑπαλλήλου εἰς ὅλας τὰς χώρας τῆς Εὐρώπης καὶ θὰ διαρκέση ἐπὶ πέντε ἡμέρας. xyxy=(53,816,400,897)
headline: ΥΠΟΧΡΕΩΤΙΚΗ ΔΗΛΩΣΙΣ ΠΕΡΙΠΤΩΣΕΩΝ ΑΣΘΕΝΩΝ xyxy=(456,1376,628,1409)
article-cyprus-eoka xyxy=(45,482,408,747)
article-humphrey-pope xyxy=(932,965,1164,1134)
byline: Κ. ΚΩΝΣΤΑΝΤΙΝΙΔΗΣ xyxy=(299,715,408,727)
article-rinaldi xyxy=(1176,774,1535,898)
masthead-contact-line: ΤΗΛΕΦΩΝΟΝ ΓΡΑΦΕΙΩΝ 624.501 — ΤΥΠΟΓΡΑΦΕΙΑ: ΓΕΡΑΝΙΟΥ 7, ΤΗΛΕΦ. 537.051 xyxy=(1014,53,1535,68)
article-moscow-advertising xyxy=(674,1421,1164,1530)
byline: (Ἰδιαιτέρα Ὑπηρεσία). xyxy=(295,428,408,441)
article-russian-officer xyxy=(45,916,408,1066)
lead-headline: ΑΠΕΤΥΧΕΝ ΚΑΙ Η ΤΕΛΕΥΤΑΙΑ ΠΡΟΣΠΑΘΕΙΑ ΤΟΥ ΟΥ ΘΑΝΤ ΔΙ' ΕΙΡΗΝΕΥΣΙΝ ΕΙΣ ΒΙΕΤΝΑΜ xyxy=(446,80,1138,298)
article-forest-research xyxy=(674,842,922,1134)
headline: Ο ΧΟΡΕΙΝΟΙ ΑΓΩΝΙΣΜΟΙ ΤΟ ΣΤΑΔΙΟΝ xyxy=(450,1483,634,1515)
drop-cap: Ο xyxy=(57,213,86,255)
article-body xyxy=(53,816,400,900)
paragraph: Ὑπὸ τὴν προεδρίαν τοῦ προέδρου τῆς Ἑνώσεως συνῆλθε χθὲς ἡ γενικὴ συνέλευσις τῶν Γεωπόνων, ἡ ὁποία ἀπησχολήθη μὲ ὑπηρεσιακὰ θέματα. xyxy=(924,1823,1164,1877)
article-body xyxy=(932,668,1156,750)
headline: 2½ ΕΤΩΝ ΦΥΛΑΚΙΣΙΣ ΕΠΕΒΛΗΘΗ ΕΙΣ ΤΟΝ ΚΑΤΗΓΟΡΟΝ ΤΟΥ ΜΗΤΡΟΠΟΛΙΤΟΥ ΘΕΣΣΑΛΙΩΤΙΔΟΣ ΑΡΧΙΜΑΝΔΡΙΤΗΝ xyxy=(689,1309,1150,1349)
headline: ΣΥΝΗΛΘΕ ΧΘΕΣ Η ΓΕΝΙΚΗ ΣΥΝΕΛΕΥΣΙΣ ΤΩΝ ΓΕΩΠΟΝΩΝ xyxy=(944,1789,1145,1821)
article-body xyxy=(45,215,408,465)
paragraph: Ἡ Συνδικαλιστικὴ Ὁμοσπονδία τῶν Ταχυδρομικῶν ὑπαλλήλων διὰ ἀνακοινώσεώς της τονίζει ὅτι δὲν ἐγκατέλειψαν τὸν ἀγῶνα των διὰ τὴν ἱκανοποίησιν τῶν αἰτημάτων των καὶ ὅτι θὰ ἐπανέλθουν εἰς ἀπεργίαν ἐὰν δὲν ληφθοῦν τὰ ὑπεσχημένα μέτρα. xyxy=(53,1304,400,1371)
paragraph: Τὴν Ἑλλάδα ἐπεσκέφθη πρὸ τινος ὡς τουρίστας ἀξιωματικὸς τῆς ρωσικῆς μυστικῆς ἀστυνομίας, γνωστὸς διὰ τὴν δρᾶσιν του εἰς διαφόρους χώρας τῆς Δύσεως. Ἡ ἐπίσκεψίς του συνέπεσε μὲ τὴν παρουσίαν εἰς τὴν χώραν μας ἀντιπροσωπείας σοβιετικῶν οἰκονομικῶν παραγόντων. xyxy=(53,976,400,1057)
article-postal-workers xyxy=(45,1262,408,1382)
article-expelled-students xyxy=(932,842,1164,957)
article-body xyxy=(1184,690,1527,759)
headline: ΜΟΝΟΝ ΤΗΝ ΙΣΠΑΝΙΑΝ ΛΕΓΕΙ ΟΤΙ ΚΑΤΕΦΟΒΕΙΤΟ Ο ΡΙΝΑΛΝΤΙ ΩΣ ΑΔΙΑΛΛΑΚΤΟΣ ΑΝΤΙΦΑΣΙΣΤΗΣ xyxy=(1226,778,1485,835)
paragraph: ΤΕΧΕΡΑΝΗ, 1. (Γάλ. Πρακτ.). — Μία σατιρικὴ ἐφημερὶς ἐξεδόθη σήμερον εἰς Τεχεράνην μὲ τὴν πρόβλεψιν ὅτι θὰ χιονίση. Καὶ πράγματι ἐχιόνισεν, ἐνῷ ἡ Μετεωρολογικὴ Ὑπηρεσία εἶχε προβλέψει καλοκαιρίαν. xyxy=(932,667,1156,748)
headline: ΑΥΞΑΝΟΥΝ ΑΙ ΕΛΠΙΔΕΣ ΣΥΝΑΨΕΩΣ ΔΙΕΘΝΟΥΣ ΣΥΜΦΩΝΙΑΣ ΔΑΣΜΩΝ ΔΙΑ ΤΑ ΔΗΜΗΤΡΙΑΚΑ xyxy=(1200,1043,1511,1099)
article-body xyxy=(53,1433,400,1502)
headline: ΚΑΤΑΔΙΚΗ ΔΙΚΗΓΟΡΟΥ ΔΙ' ΕΞΥΒΡΙΣΙΝ ΑΣΤΥΝΟΜΙΚΟΥ xyxy=(956,1548,1133,1580)
article-health-declaration xyxy=(419,1367,664,1466)
article-scaffold-fall xyxy=(45,1621,408,1705)
headline: Η ΝΟΣΟΚΟΜΕΙΑΚΗ ΠΕΡΙΘΑΛΨΙΣ ΤΩΝ ΕΝΟΧΩΝ xyxy=(433,1045,650,1077)
paragraph: ΜΟΣΧΑ, 1. (Γάλ. Πρακτ.). — Ἀπεβίωσε χθὲς εἰς ἡλικίαν 77 ἐτῶν ὁ διάσημος σοβιετικὸς μουσικός. xyxy=(1360,1379,1535,1433)
article-garrison-kennedy xyxy=(1176,455,1535,621)
paragraph: ΛΟΝΔΙΝΟΝ, 1. (Γάλ. Πρ.). — Ὁ ἠλεκτρονικὸς ἐγκέφαλος μεγάλης ἑταιρείας ἀπέστειλε εἰς τοὺς πελάτας της λογαριασμοὺς ἑκατομμυρίων λιρῶν, ἐξ αἰτίας βλάβης. xyxy=(924,1689,1164,1757)
article-body xyxy=(419,959,664,1014)
